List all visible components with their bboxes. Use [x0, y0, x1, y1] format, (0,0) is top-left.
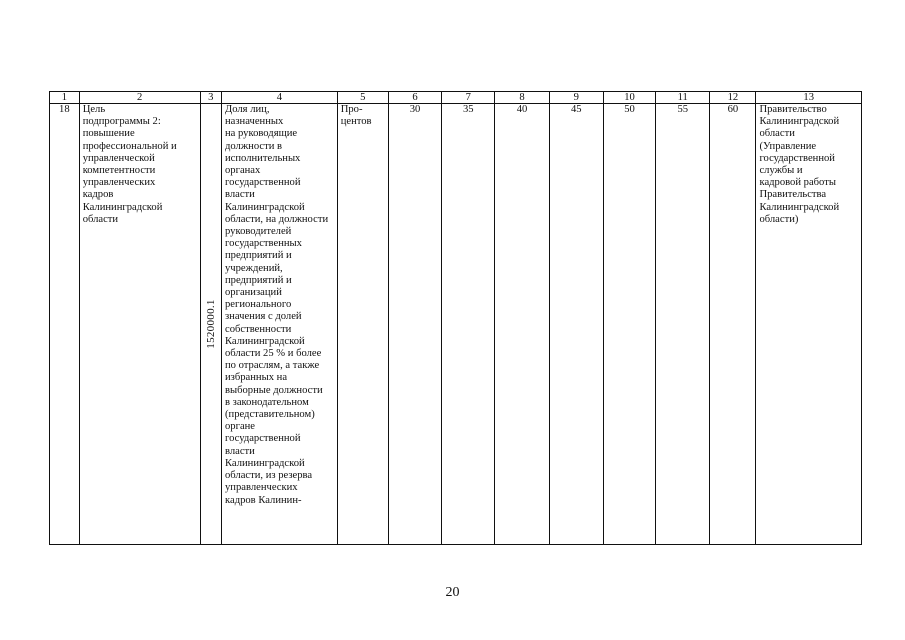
indicator-text: Доля лиц, назначенных на руководящие должности в исполнительных органах государственной власти Калининградской области, на должности руководителей государственных предприятий и учреждений, предприятий и организаций регионального значения с долей собственности Калининградской области 25 % и более по отраслям, а также избранных на выборные должности в законодательном (представительном) органе государственной власти Калининградской области, из резерва управленческих кадров Калинин-	[225, 104, 329, 506]
column-number: 10	[603, 92, 655, 104]
goal-text: Цель подпрограммы 2: повышение профессиональной и управленческой компетентности управленческих кадров Калининградской области	[82, 104, 177, 225]
column-number: 9	[549, 92, 603, 104]
column-number: 13	[756, 92, 862, 104]
column-number: 7	[442, 92, 495, 104]
column-number: 3	[200, 92, 222, 104]
column-number: 5	[337, 92, 388, 104]
indicator-cell	[222, 104, 338, 545]
column-number: 4	[222, 92, 338, 104]
value-cell: 30	[388, 104, 441, 545]
unit-cell	[337, 104, 388, 545]
value-cell: 50	[603, 104, 655, 545]
indicator-table	[49, 91, 862, 545]
indicator-table-wrapper	[49, 91, 862, 545]
column-number-row	[50, 92, 862, 104]
column-number: 11	[656, 92, 710, 104]
column-number: 8	[495, 92, 549, 104]
value-cell: 45	[549, 104, 603, 545]
responsible-cell	[756, 104, 862, 545]
value-cell: 40	[495, 104, 549, 545]
goal-cell	[79, 104, 200, 545]
unit-text: Про- центов	[340, 104, 372, 128]
row-number: 18	[50, 104, 80, 545]
responsible-text: Правительство Калининградской области (Управление государственной службы и кадровой работы Правительства Калининградской области)	[759, 104, 840, 225]
column-number: 12	[710, 92, 756, 104]
column-number: 6	[388, 92, 441, 104]
column-number: 1	[50, 92, 80, 104]
value-cell: 55	[656, 104, 710, 545]
column-number: 2	[79, 92, 200, 104]
table-row	[50, 104, 862, 545]
code-cell	[200, 104, 222, 545]
value-cell: 35	[442, 104, 495, 545]
value-cell: 60	[710, 104, 756, 545]
budget-code: 1520000.1	[204, 299, 217, 349]
page-number: 20	[445, 585, 460, 600]
